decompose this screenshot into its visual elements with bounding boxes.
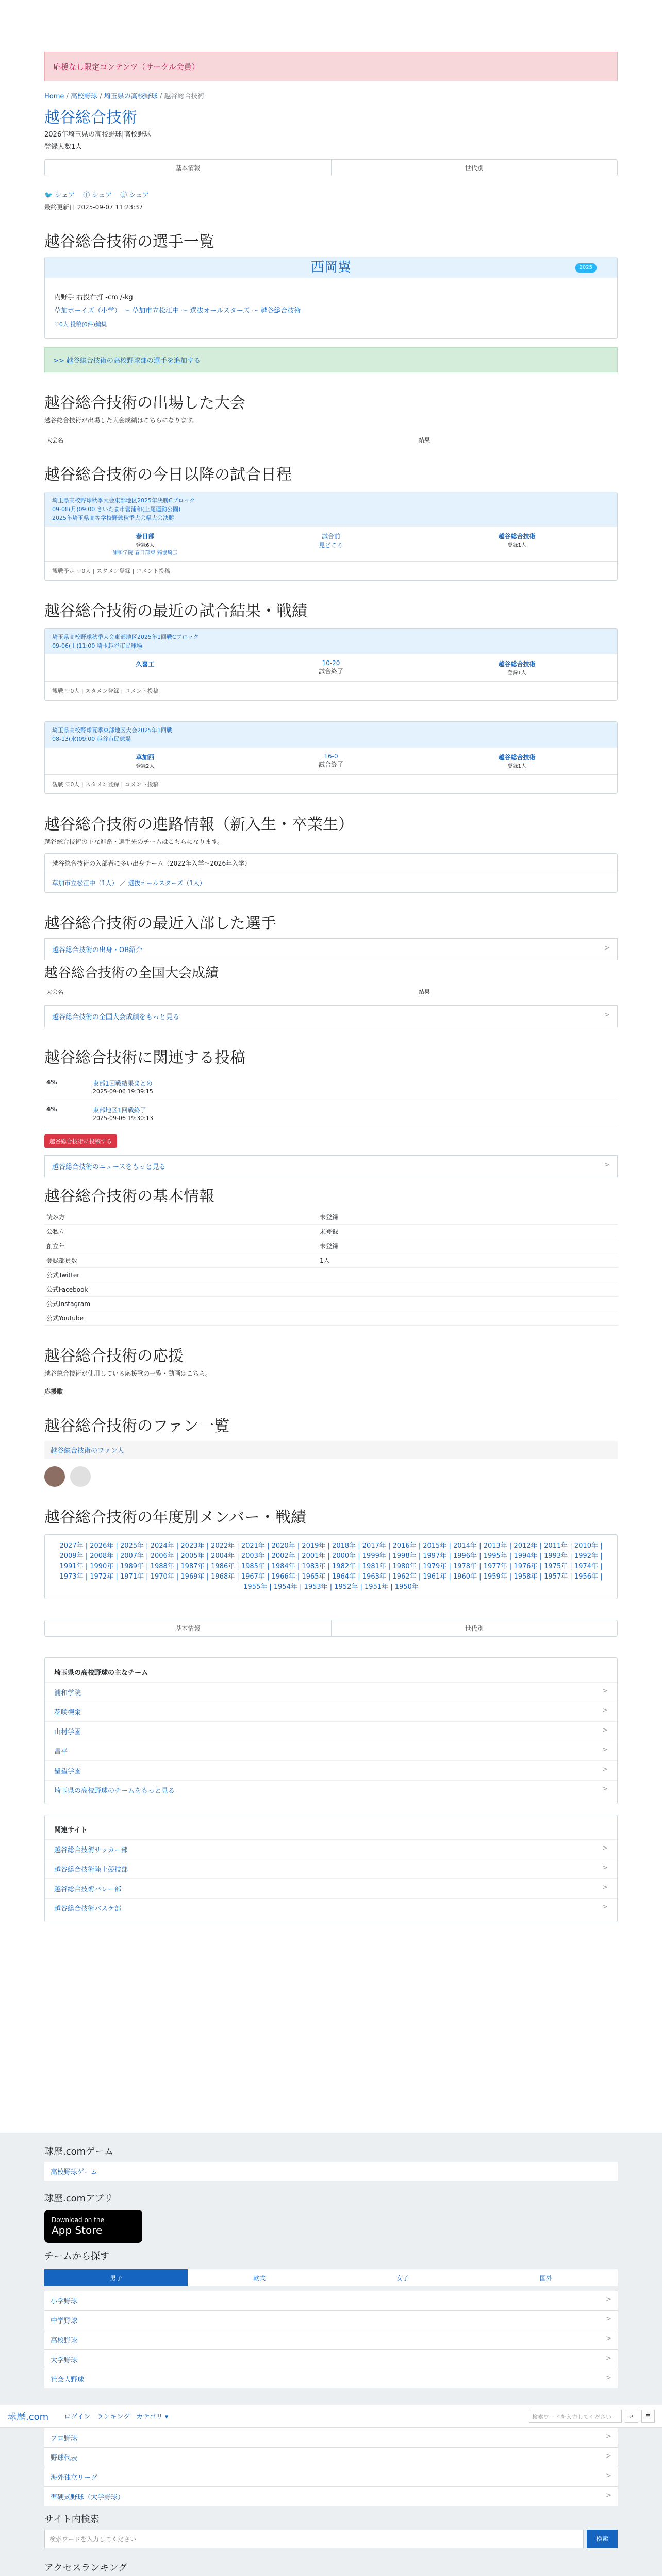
team-search-title: チームから探す bbox=[44, 2251, 109, 2262]
result-status: 試合終了 bbox=[319, 761, 344, 768]
nav-login[interactable]: ログイン bbox=[64, 2413, 91, 2421]
basic-row: 公式Facebook bbox=[44, 1282, 618, 1297]
related-link[interactable]: 越谷総合技術バレー部 > bbox=[45, 1878, 617, 1898]
share-line[interactable]: Ⓛ シェア bbox=[120, 192, 150, 199]
navbar bbox=[0, 2405, 662, 2428]
category-link[interactable]: 海外独立リーグ > bbox=[44, 2467, 618, 2486]
away-team[interactable]: 越谷総合技術 bbox=[498, 533, 536, 540]
year-badge: 2025 bbox=[575, 263, 597, 273]
joined-heading: 越谷総合技術の最近入部した選手 bbox=[44, 914, 276, 933]
result-tournament[interactable]: 埼玉県高校野球夏季東部地区大会2025年1回戦 bbox=[52, 727, 172, 734]
category-link[interactable]: 社会人野球 > bbox=[44, 2369, 618, 2388]
player-career[interactable]: 草加ボーイズ（小学） 〜 草加市立松江中 〜 選抜オールスターズ 〜 越谷総合技術 bbox=[54, 307, 301, 315]
col-result: 結果 bbox=[419, 437, 430, 444]
basic-table bbox=[44, 1210, 618, 1326]
match-highlight[interactable]: 見どころ bbox=[319, 541, 344, 549]
basic-row: 読み方 未登録 bbox=[44, 1210, 618, 1225]
result-card bbox=[44, 721, 618, 794]
result-datetime[interactable]: 08-13(水)09:00 越谷市民球場 bbox=[52, 736, 131, 742]
player-ranking-title bbox=[44, 2574, 618, 2576]
national-heading: 越谷総合技術の全国大会成績 bbox=[44, 965, 219, 981]
category-link[interactable]: 野球代表 > bbox=[44, 2447, 618, 2467]
basic-heading: 越谷総合技術の基本情報 bbox=[44, 1188, 214, 1206]
home-related[interactable]: 浦和学院 春日部東 獨協埼玉 bbox=[112, 550, 178, 556]
footer-lower bbox=[0, 2428, 662, 2576]
nav-ranking[interactable]: ランキング bbox=[96, 2413, 130, 2421]
category-link[interactable]: 準硬式野球（大学野球） > bbox=[44, 2486, 618, 2506]
post-title[interactable]: 東部地区1回戦終了 bbox=[93, 1107, 146, 1114]
support-heading: 越谷総合技術の応援 bbox=[44, 1347, 184, 1365]
site-search-input[interactable]: 検索ワードを入力してください bbox=[44, 2530, 584, 2548]
teams-box-title: 埼玉県の高校野球の主なチーム bbox=[54, 1669, 148, 1677]
tab-male[interactable]: 男子 bbox=[44, 2269, 188, 2286]
schedule-datetime[interactable]: 09-08(月)09:00 さいたま市営浦和(上尾運動公園) bbox=[52, 506, 181, 513]
news-more-link[interactable]: 越谷総合技術のニュースをもっと見る > bbox=[44, 1155, 618, 1177]
related-link[interactable]: 越谷総合技術サッカー部 > bbox=[45, 1839, 617, 1859]
result-away-team[interactable]: 越谷総合技術 bbox=[498, 660, 536, 668]
site-search-form bbox=[44, 2530, 618, 2548]
player-card bbox=[44, 257, 618, 339]
share-twitter[interactable]: 🐦 シェア bbox=[44, 192, 75, 199]
post-item[interactable]: 4% 東部1回戦結果まとめ 2025-09-06 19:39:15 bbox=[44, 1074, 618, 1100]
site-search-title: サイト内検索 bbox=[44, 2514, 100, 2525]
post-item[interactable]: 4% 東部地区1回戦終了 2025-09-06 19:30:13 bbox=[44, 1100, 618, 1127]
avatar[interactable] bbox=[44, 1466, 65, 1487]
app-title: 球歴.comアプリ bbox=[44, 2193, 113, 2204]
breadcrumb: Home / 高校野球 / 埼玉県の高校野球 / 越谷総合技術 bbox=[44, 93, 205, 100]
basic-row: 公式Youtube bbox=[44, 1311, 618, 1326]
last-updated: 最終更新日 2025-09-07 11:23:37 bbox=[44, 204, 143, 211]
players-heading: 越谷総合技術の選手一覧 bbox=[44, 233, 214, 251]
career-box-link[interactable]: 草加市立松江中（1人） ／ 選抜オールスターズ（1人） bbox=[52, 879, 206, 887]
career-note: 越谷総合技術の主な進路・選手先のチームはこちらになります。 bbox=[44, 838, 224, 845]
site-logo[interactable]: 球歴.com bbox=[7, 2411, 49, 2422]
player-likes[interactable]: ♡0人 投稿(0件)編集 bbox=[54, 321, 107, 328]
bottom-tabs bbox=[44, 1620, 618, 1637]
tab-generation[interactable]: 世代別 bbox=[331, 1620, 618, 1636]
post-button[interactable]: 越谷総合技術に投稿する bbox=[44, 1134, 117, 1148]
schedule-card bbox=[44, 492, 618, 581]
access-ranking-title: アクセスランキング bbox=[44, 2563, 127, 2573]
related-box bbox=[44, 1815, 618, 1922]
year-links[interactable]: 2027年 | 2026年 | 2025年 | 2024年 | 2023年 | 2022年 | 2021年 | 2020年 | 2019年 | 2018年 | 2017年 | 2016年 | 2015年 | 2014年 | 2013年 | 2012年 | 2011年 | 2010年 | 2009年 | 2008年 | 2007年 | 2006年 | 2005年 | 2004年 | 2003年 | 2002年 | 2001年 | 2000年 | 1999年 | 1998年 | 1997年 | 1996年 | 1995年 | 1994年 | 1993年 | 1992年 | 1991年 | 1990年 | 1989年 | 1988年 | 1987年 | 1986年 | 1985年 | 1984年 | 1983年 | 1982年 | 1981年 | 1980年 | 1979年 | 1978年 | 1977年 | 1976年 | 1975年 | 1974年 | 1973年 | 1972年 | 1971年 | 1970年 | 1969年 | 1968年 | 1967年 | 1966年 | 1965年 | 1964年 | 1963年 | 1962年 | 1961年 | 1960年 | 1959年 | 1958年 | 1957年 | 1956年 | 1955年 | 1954年 | 1953年 | 1952年 | 1951年 | 1950年 bbox=[44, 1534, 618, 1599]
more-teams-link[interactable]: 埼玉県の高校野球のチームをもっと見る > bbox=[45, 1780, 617, 1800]
tournaments-heading: 越谷総合技術の出場した大会 bbox=[44, 394, 245, 412]
related-link[interactable]: 越谷総合技術バスケ部 > bbox=[45, 1898, 617, 1918]
tab-generation[interactable]: 世代別 bbox=[331, 160, 618, 176]
basic-row: 公私立 未登録 bbox=[44, 1225, 618, 1239]
tab-basic-info[interactable]: 基本情報 bbox=[175, 1625, 201, 1632]
main-content bbox=[44, 0, 618, 1922]
basic-row: 創立年 未登録 bbox=[44, 1239, 618, 1253]
player-name[interactable]: 西岡翼 bbox=[310, 260, 351, 275]
schedule-next[interactable]: 2025年埼玉県高等学校野球秋季大会県大会決勝 bbox=[52, 515, 174, 521]
search-icon[interactable]: ⌕ bbox=[625, 2410, 638, 2423]
posts-list bbox=[44, 1074, 618, 1127]
related-box-title: 関連サイト bbox=[54, 1826, 88, 1834]
result-away-registered: 登録1人 bbox=[507, 670, 526, 676]
team-search-tabs bbox=[44, 2269, 618, 2286]
game-link[interactable]: 高校野球ゲーム bbox=[44, 2162, 618, 2181]
posts-heading: 越谷総合技術に関連する投稿 bbox=[44, 1049, 245, 1067]
result-away-team[interactable]: 越谷総合技術 bbox=[498, 754, 536, 761]
tournaments-table-header bbox=[44, 436, 618, 444]
tab-soft[interactable]: 軟式 bbox=[188, 2269, 331, 2286]
nav-search-input[interactable]: 検索ワードを入力してください bbox=[529, 2410, 622, 2423]
team-link[interactable]: 浦和学院 > bbox=[45, 1682, 617, 1702]
result-score: 16-0 bbox=[324, 753, 338, 760]
result-home-team[interactable]: 草加西 bbox=[136, 754, 155, 761]
results-heading: 越谷総合技術の最近の試合結果・戦績 bbox=[44, 602, 307, 620]
teams-box bbox=[44, 1657, 618, 1804]
team-link[interactable]: 聖望学園 > bbox=[45, 1760, 617, 1780]
result-datetime[interactable]: 09-06(土)11:00 埼玉越谷市民球場 bbox=[52, 642, 142, 649]
result-tournament[interactable]: 埼玉県高校野球秋季大会東部地区2025年1回戦Cブロック bbox=[52, 634, 199, 640]
post-date: 2025-09-06 19:30:13 bbox=[93, 1115, 153, 1122]
result-home-team[interactable]: 久喜工 bbox=[136, 660, 155, 668]
page-title: 越谷総合技術 bbox=[44, 109, 137, 127]
team-link[interactable]: 昌平 > bbox=[45, 1741, 617, 1760]
more-category-list bbox=[44, 2428, 618, 2506]
related-link[interactable]: 越谷総合技術陸上競技部 > bbox=[45, 1859, 617, 1878]
tab-basic-info[interactable]: 基本情報 bbox=[175, 164, 201, 172]
tab-overseas[interactable]: 国外 bbox=[474, 2269, 618, 2286]
avatar[interactable] bbox=[70, 1466, 91, 1487]
result-footer[interactable]: 観戦 ♡0人 | スタメン登録 | コメント投稿 bbox=[45, 681, 617, 700]
career-heading: 越谷総合技術の進路情報（新入生・卒業生） bbox=[44, 816, 354, 834]
share-row bbox=[44, 190, 618, 199]
tournaments-note: 越谷総合技術が出場した大会成績はこちらになります。 bbox=[44, 417, 199, 424]
support-note: 越谷総合技術が使用している応援歌の一覧・動画はこちら。 bbox=[44, 1370, 212, 1377]
game-title: 球歴.comゲーム bbox=[44, 2146, 114, 2157]
team-category-list bbox=[44, 2291, 618, 2388]
breadcrumb-saitama[interactable]: 埼玉県の高校野球 bbox=[104, 93, 158, 100]
category-link[interactable]: 中学野球 > bbox=[44, 2310, 618, 2330]
col-result: 結果 bbox=[419, 989, 430, 995]
fan-avatars bbox=[44, 1466, 618, 1487]
team-link[interactable]: 花咲徳栄 > bbox=[45, 1702, 617, 1721]
chevron-right-icon: > bbox=[604, 944, 610, 952]
result-away-registered: 登録1人 bbox=[507, 764, 526, 769]
result-status: 試合終了 bbox=[319, 668, 344, 675]
share-facebook[interactable]: ⓕ シェア bbox=[83, 192, 112, 199]
result-footer[interactable]: 観戦 ♡0人 | スタメン登録 | コメント投稿 bbox=[45, 774, 617, 793]
chevron-right-icon: > bbox=[604, 1161, 610, 1169]
category-link[interactable]: プロ野球 > bbox=[44, 2428, 618, 2447]
basic-row: 公式Instagram bbox=[44, 1297, 618, 1311]
support-label: 応援歌 bbox=[44, 1388, 63, 1395]
home-team[interactable]: 春日部 bbox=[136, 533, 155, 540]
home-registered: 登録6人 bbox=[136, 543, 155, 548]
schedule-tournament[interactable]: 埼玉県高校野球秋季大会東部地区2025年決勝Cブロック bbox=[52, 497, 195, 504]
basic-row: 登録部員数 1人 bbox=[44, 1253, 618, 1268]
schedule-footer[interactable]: 観戦予定 ♡0人 | スタメン登録 | コメント投稿 bbox=[45, 561, 617, 580]
team-link[interactable]: 山村学園 > bbox=[45, 1721, 617, 1741]
result-home-registered: 登録2人 bbox=[136, 764, 155, 769]
top-tabs bbox=[44, 159, 618, 176]
yearly-heading: 越谷総合技術の年度別メンバー・戦績 bbox=[44, 1509, 306, 1527]
breadcrumb-hs-baseball[interactable]: 高校野球 bbox=[71, 93, 98, 100]
match-status: 試合前 bbox=[322, 533, 341, 540]
app-store-button[interactable]: Download on the App Store bbox=[44, 2210, 142, 2243]
page-subtitle: 2026年埼玉県の高校野球|高校野球 bbox=[44, 131, 151, 139]
menu-icon[interactable]: ≡ bbox=[641, 2410, 655, 2423]
national-table-header bbox=[44, 988, 618, 996]
site-search-button[interactable]: 検索 bbox=[587, 2530, 618, 2548]
category-link[interactable]: 高校野球 > bbox=[44, 2330, 618, 2349]
away-registered: 登録1人 bbox=[507, 543, 526, 548]
registered-count: 登録人数1人 bbox=[44, 143, 82, 151]
breadcrumb-home[interactable]: Home bbox=[44, 93, 64, 100]
player-position: 内野手 右投右打 -cm /-kg bbox=[54, 294, 133, 301]
category-link[interactable]: 小学野球 > bbox=[44, 2291, 618, 2310]
national-more-link[interactable]: 越谷総合技術の全国大会成績をもっと見る > bbox=[44, 1005, 618, 1027]
breadcrumb-current: 越谷総合技術 bbox=[164, 93, 205, 100]
result-score: 10-20 bbox=[322, 659, 340, 667]
career-box-title: 越谷総合技術の入部者に多い出身チーム（2022年入学〜2026年入学） bbox=[45, 854, 617, 873]
basic-row: 公式Twitter bbox=[44, 1268, 618, 1282]
limited-content-alert[interactable]: 応援なし限定コンテンツ（サークル会員） bbox=[44, 52, 618, 81]
fans-heading: 越谷総合技術のファン一覧 bbox=[44, 1417, 230, 1435]
col-tournament: 大会名 bbox=[46, 437, 63, 444]
fans-link[interactable]: 越谷総合技術のファン人 bbox=[44, 1441, 618, 1459]
category-link[interactable]: 大学野球 > bbox=[44, 2349, 618, 2369]
result-card bbox=[44, 628, 618, 701]
post-date: 2025-09-06 19:39:15 bbox=[93, 1088, 153, 1095]
add-player-link[interactable]: >> 越谷総合技術の高校野球部の選手を追加する bbox=[44, 347, 618, 372]
tab-female[interactable]: 女子 bbox=[331, 2269, 474, 2286]
joined-link[interactable]: 越谷総合技術の出身・OB紹介 > bbox=[44, 938, 618, 960]
col-tournament: 大会名 bbox=[46, 989, 63, 995]
post-title[interactable]: 東部1回戦結果まとめ bbox=[93, 1080, 153, 1087]
career-box bbox=[44, 853, 618, 893]
nav-category[interactable]: カテゴリ ▾ bbox=[136, 2413, 169, 2421]
chevron-right-icon: > bbox=[604, 1011, 610, 1019]
schedule-heading: 越谷総合技術の今日以降の試合日程 bbox=[44, 466, 292, 484]
